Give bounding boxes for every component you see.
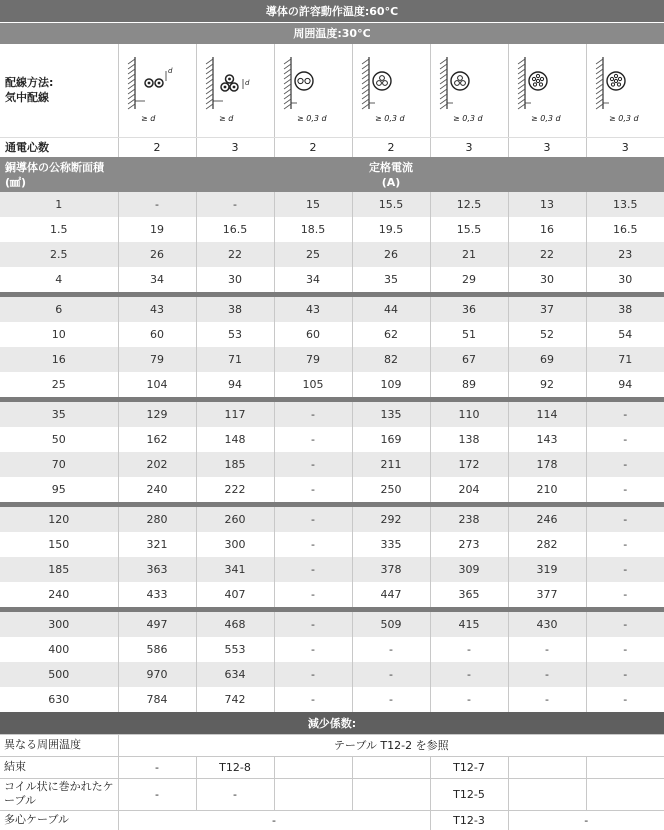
current-value: 162 — [118, 427, 196, 452]
current-value: 44 — [352, 297, 430, 322]
current-value: 30 — [508, 267, 586, 292]
coil-value — [274, 778, 352, 810]
current-value: - — [274, 687, 352, 712]
current-value: 26 — [352, 242, 430, 267]
multi-core-cable-wall-icon — [589, 51, 661, 129]
bundle-value: - — [118, 756, 196, 778]
current-value: 15.5 — [430, 217, 508, 242]
table-row — [0, 297, 664, 322]
current-value: - — [586, 427, 664, 452]
current-value: 169 — [352, 427, 430, 452]
ambient-temperature: 周囲温度:30°C — [0, 22, 664, 44]
current-value: 22 — [508, 242, 586, 267]
cross-section-value: 150 — [0, 532, 118, 557]
current-value: 222 — [196, 477, 274, 502]
current-value: - — [274, 507, 352, 532]
cores-value: 3 — [508, 137, 586, 157]
current-value: 16 — [508, 217, 586, 242]
cross-section-value: 500 — [0, 662, 118, 687]
current-value: 38 — [196, 297, 274, 322]
current-value: 363 — [118, 557, 196, 582]
cross-section-value: 630 — [0, 687, 118, 712]
spacing-label: ≥ 0,3 d — [453, 114, 483, 124]
current-value: 89 — [430, 372, 508, 397]
current-value: 110 — [430, 402, 508, 427]
current-value: 82 — [352, 347, 430, 372]
reduction-factors-title: 減少係数: — [0, 712, 664, 734]
current-value: 365 — [430, 582, 508, 607]
table-row — [0, 662, 664, 687]
table-row — [0, 532, 664, 557]
current-value: 321 — [118, 532, 196, 557]
current-value: - — [274, 612, 352, 637]
current-value: 509 — [352, 612, 430, 637]
current-value: - — [274, 637, 352, 662]
ambient-diff-value: テーブル T12-2 を参照 — [118, 734, 664, 756]
current-value: 92 — [508, 372, 586, 397]
cross-section-value: 50 — [0, 427, 118, 452]
current-value: 250 — [352, 477, 430, 502]
table-row — [0, 637, 664, 662]
current-value: 148 — [196, 427, 274, 452]
current-value: 104 — [118, 372, 196, 397]
current-value: 784 — [118, 687, 196, 712]
current-value: - — [118, 192, 196, 217]
cross-section-value: 25 — [0, 372, 118, 397]
table-row — [0, 347, 664, 372]
current-value: 36 — [430, 297, 508, 322]
current-value: 309 — [430, 557, 508, 582]
current-value: 105 — [274, 372, 352, 397]
cores-value: 3 — [586, 137, 664, 157]
three-core-cable-wall-icon — [511, 51, 583, 129]
current-value: 319 — [508, 557, 586, 582]
current-value: 273 — [430, 532, 508, 557]
two-core-cable-wall-icon — [355, 51, 427, 129]
current-value: - — [274, 557, 352, 582]
cross-section-value: 240 — [0, 582, 118, 607]
table-row — [0, 267, 664, 292]
current-value: 970 — [118, 662, 196, 687]
current-value: 43 — [274, 297, 352, 322]
cores-value: 3 — [430, 137, 508, 157]
coil-value: T12-5 — [430, 778, 508, 810]
current-value: - — [586, 532, 664, 557]
spacing-label: ≥ 0,3 d — [375, 114, 405, 124]
current-value: 13.5 — [586, 192, 664, 217]
current-value: 742 — [196, 687, 274, 712]
current-value: - — [586, 687, 664, 712]
current-value: 54 — [586, 322, 664, 347]
table-row — [0, 372, 664, 397]
table-title: 導体の許容動作温度:60°C — [0, 0, 664, 22]
current-value: - — [586, 557, 664, 582]
cross-section-value: 300 — [0, 612, 118, 637]
current-value: 60 — [274, 322, 352, 347]
multicore-value: T12-3 — [430, 810, 508, 830]
table-row — [0, 507, 664, 532]
current-value: 138 — [430, 427, 508, 452]
current-value: - — [586, 507, 664, 532]
spacing-label: ≥ d — [219, 114, 234, 124]
table-row — [0, 192, 664, 217]
bundle-value — [508, 756, 586, 778]
current-value: 109 — [352, 372, 430, 397]
current-value: 497 — [118, 612, 196, 637]
current-value: 51 — [430, 322, 508, 347]
coil-value — [586, 778, 664, 810]
current-value: 178 — [508, 452, 586, 477]
installation-method-label: 配線方法: 気中配線 — [0, 44, 118, 137]
current-value: 79 — [274, 347, 352, 372]
cross-section-value: 16 — [0, 347, 118, 372]
current-value: 15 — [274, 192, 352, 217]
current-value: 71 — [586, 347, 664, 372]
current-value: 30 — [196, 267, 274, 292]
current-value: 62 — [352, 322, 430, 347]
current-value: 172 — [430, 452, 508, 477]
current-value: - — [274, 452, 352, 477]
current-value: - — [430, 637, 508, 662]
current-value: - — [274, 532, 352, 557]
current-value: - — [508, 687, 586, 712]
cores-value: 3 — [196, 137, 274, 157]
current-value: 22 — [196, 242, 274, 267]
three-core-spaced-wall-icon — [199, 51, 271, 129]
current-value: 19.5 — [352, 217, 430, 242]
current-value: - — [352, 662, 430, 687]
multicore-value: - — [118, 810, 430, 830]
table-row — [0, 242, 664, 267]
current-value: - — [196, 192, 274, 217]
current-value: 377 — [508, 582, 586, 607]
cross-section-value: 35 — [0, 402, 118, 427]
current-value: 12.5 — [430, 192, 508, 217]
current-value: - — [586, 477, 664, 502]
bundle-value: T12-8 — [196, 756, 274, 778]
coil-label: コイル状に巻かれたケーブル — [0, 778, 118, 810]
current-value: 129 — [118, 402, 196, 427]
current-value: - — [352, 637, 430, 662]
current-value: 16.5 — [196, 217, 274, 242]
installation-diagram — [118, 44, 196, 137]
ambient-diff-label: 異なる周囲温度 — [0, 734, 118, 756]
spacing-label: ≥ d — [141, 114, 156, 124]
current-value: 430 — [508, 612, 586, 637]
spacing-label: ≥ 0,3 d — [531, 114, 561, 124]
multicore-value: - — [508, 810, 664, 830]
coil-value: - — [196, 778, 274, 810]
current-value: 407 — [196, 582, 274, 607]
cross-section-value: 1.5 — [0, 217, 118, 242]
cores-value: 2 — [118, 137, 196, 157]
bundle-value — [352, 756, 430, 778]
bundle-value: T12-7 — [430, 756, 508, 778]
rated-current-header: 定格電流 (A) — [118, 157, 664, 192]
current-value: 300 — [196, 532, 274, 557]
installation-diagram — [352, 44, 430, 137]
cross-section-value: 95 — [0, 477, 118, 502]
current-value: 135 — [352, 402, 430, 427]
installation-diagram — [196, 44, 274, 137]
current-value: 26 — [118, 242, 196, 267]
current-value: 43 — [118, 297, 196, 322]
current-value: - — [508, 637, 586, 662]
current-value: 280 — [118, 507, 196, 532]
current-value: 23 — [586, 242, 664, 267]
table-row — [0, 687, 664, 712]
installation-diagram — [586, 44, 664, 137]
current-value: 415 — [430, 612, 508, 637]
current-value: 468 — [196, 612, 274, 637]
current-value: 35 — [352, 267, 430, 292]
spacing-label: ≥ 0,3 d — [297, 114, 327, 124]
current-value: - — [586, 582, 664, 607]
current-value: 34 — [274, 267, 352, 292]
current-value: - — [274, 477, 352, 502]
current-value: - — [430, 687, 508, 712]
bundle-label: 結束 — [0, 756, 118, 778]
installation-diagram — [508, 44, 586, 137]
current-value: 79 — [118, 347, 196, 372]
current-value: 211 — [352, 452, 430, 477]
cross-section-value: 4 — [0, 267, 118, 292]
current-value: - — [586, 452, 664, 477]
current-value: - — [586, 402, 664, 427]
current-value: 634 — [196, 662, 274, 687]
current-value: 94 — [586, 372, 664, 397]
current-value: 204 — [430, 477, 508, 502]
table-row — [0, 477, 664, 502]
current-value: 292 — [352, 507, 430, 532]
current-value: 202 — [118, 452, 196, 477]
current-value: 114 — [508, 402, 586, 427]
table-row — [0, 452, 664, 477]
cross-section-value: 400 — [0, 637, 118, 662]
current-value: 210 — [508, 477, 586, 502]
table-row — [0, 557, 664, 582]
current-value: - — [586, 662, 664, 687]
installation-diagram — [430, 44, 508, 137]
table-row — [0, 427, 664, 452]
current-value: 335 — [352, 532, 430, 557]
cross-section-value: 2.5 — [0, 242, 118, 267]
current-value: 185 — [196, 452, 274, 477]
table-row — [0, 322, 664, 347]
current-value: 69 — [508, 347, 586, 372]
installation-diagram — [274, 44, 352, 137]
current-value: 15.5 — [352, 192, 430, 217]
current-value: - — [508, 662, 586, 687]
current-value: 30 — [586, 267, 664, 292]
table-row — [0, 582, 664, 607]
cross-section-value: 70 — [0, 452, 118, 477]
bundle-value — [274, 756, 352, 778]
cores-value: 2 — [274, 137, 352, 157]
current-value: - — [586, 637, 664, 662]
current-value: - — [586, 612, 664, 637]
coil-value — [508, 778, 586, 810]
current-value: 238 — [430, 507, 508, 532]
current-value: 240 — [118, 477, 196, 502]
current-value: - — [352, 687, 430, 712]
current-value: 378 — [352, 557, 430, 582]
two-core-spaced-wall-icon — [121, 51, 193, 129]
three-core-cable-wall-icon — [433, 51, 505, 129]
svg-text:d: d — [245, 79, 250, 88]
cross-section-value: 185 — [0, 557, 118, 582]
spacing-label: ≥ 0,3 d — [609, 114, 639, 124]
current-value: - — [430, 662, 508, 687]
current-value: - — [274, 402, 352, 427]
current-value: 29 — [430, 267, 508, 292]
cross-section-value: 10 — [0, 322, 118, 347]
current-value: 447 — [352, 582, 430, 607]
current-value: 52 — [508, 322, 586, 347]
current-value: 282 — [508, 532, 586, 557]
current-value: 38 — [586, 297, 664, 322]
current-value: 60 — [118, 322, 196, 347]
current-value: 53 — [196, 322, 274, 347]
current-value: 71 — [196, 347, 274, 372]
cores-label: 通電心数 — [0, 137, 118, 157]
table-row — [0, 402, 664, 427]
current-value: 25 — [274, 242, 352, 267]
current-value: 553 — [196, 637, 274, 662]
cross-section-value: 1 — [0, 192, 118, 217]
current-value: 18.5 — [274, 217, 352, 242]
current-value: 143 — [508, 427, 586, 452]
current-value: - — [274, 582, 352, 607]
current-value: 37 — [508, 297, 586, 322]
table-row — [0, 217, 664, 242]
current-value: 433 — [118, 582, 196, 607]
current-value: 34 — [118, 267, 196, 292]
bundle-value — [586, 756, 664, 778]
current-value: 341 — [196, 557, 274, 582]
current-value: 246 — [508, 507, 586, 532]
current-value: - — [274, 662, 352, 687]
current-value: - — [274, 427, 352, 452]
two-core-cable-wall-icon — [277, 51, 349, 129]
cores-value: 2 — [352, 137, 430, 157]
cross-section-value: 120 — [0, 507, 118, 532]
current-value: 21 — [430, 242, 508, 267]
cross-section-value: 6 — [0, 297, 118, 322]
current-value: 16.5 — [586, 217, 664, 242]
coil-value: - — [118, 778, 196, 810]
current-value: 117 — [196, 402, 274, 427]
table-row — [0, 612, 664, 637]
current-value: 94 — [196, 372, 274, 397]
multicore-label: 多心ケーブル — [0, 810, 118, 830]
current-value: 67 — [430, 347, 508, 372]
current-value: 586 — [118, 637, 196, 662]
current-value: 260 — [196, 507, 274, 532]
coil-value — [352, 778, 430, 810]
current-value: 19 — [118, 217, 196, 242]
current-value: 13 — [508, 192, 586, 217]
cross-section-header: 銅導体の公称断面積 (㎟) — [0, 157, 118, 192]
svg-text:d: d — [168, 67, 173, 76]
